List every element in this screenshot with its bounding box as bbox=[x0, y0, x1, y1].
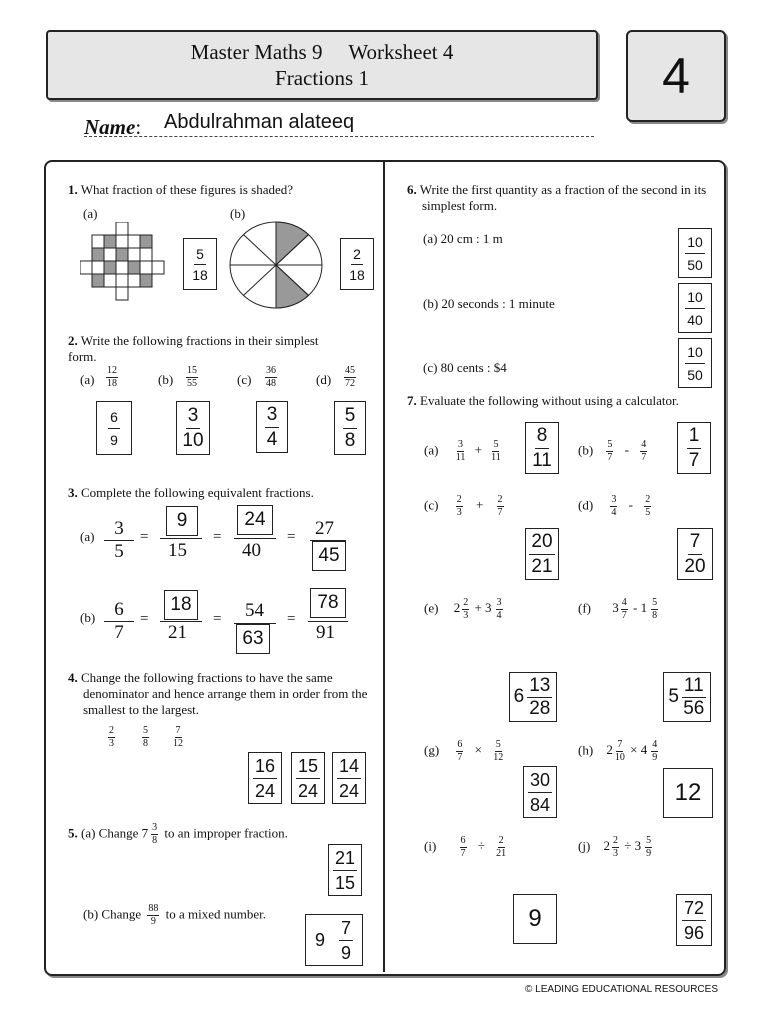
q5a-answer-box[interactable]: 21 15 bbox=[328, 844, 362, 896]
q4-prompt: 4. Change the following fractions to have the same denominator and hence arrange them in order from the smallest to the largest. bbox=[68, 670, 368, 717]
title-line-2: Fractions 1 bbox=[275, 66, 369, 90]
q3a-denominator-2: 15 bbox=[168, 540, 187, 561]
q2b-fraction: $\frac{15}{55}$ bbox=[187, 365, 197, 389]
q3a-equals-1: = bbox=[140, 529, 149, 545]
q7c-answer-box[interactable]: 20 21 bbox=[525, 528, 559, 580]
q7j-answer-box[interactable]: 72 96 bbox=[676, 894, 712, 946]
q7i-expression: (i) $\frac{6}{7}$ ÷ $\frac{2}{21}$ bbox=[424, 835, 507, 859]
q3a-answer-3[interactable]: 45 bbox=[312, 541, 346, 571]
q7i-answer-box[interactable]: 9 bbox=[513, 894, 557, 944]
q7d-expression: (d) $\frac{3}{4}$ - $\frac{2}{5}$ bbox=[578, 494, 651, 518]
q4-answer-box-2[interactable]: 15 24 bbox=[291, 752, 325, 804]
q1a-answer-box[interactable]: 5 18 bbox=[183, 238, 217, 290]
q7g-expression: (g) $\frac{6}{7}$ × $\frac{5}{12}$ bbox=[424, 739, 504, 763]
q1-prompt: 1. What fraction of these figures is shaded? bbox=[68, 182, 294, 197]
q5b-answer-box[interactable]: 9 7 9 bbox=[305, 914, 363, 966]
q3b-denominator-4: 91 bbox=[316, 622, 335, 643]
q3a-numerator-4: 27 bbox=[315, 518, 334, 539]
name-label: Name: bbox=[84, 115, 142, 139]
q7a-expression: (a) $\frac{3}{11}$ + $\frac{5}{11}$ bbox=[424, 439, 501, 463]
q2b-answer-box[interactable]: 3 10 bbox=[176, 401, 210, 455]
q6c-text: (c) 80 cents : $4 bbox=[423, 360, 507, 375]
q4-fraction-2: $\frac{5}{8}$ bbox=[143, 725, 148, 749]
q1a-label: (a) bbox=[83, 206, 98, 221]
q1b-pie-figure bbox=[228, 220, 324, 310]
worksheet-title bbox=[46, 30, 598, 100]
q6a-text: (a) 20 cm : 1 m bbox=[423, 231, 503, 246]
q2-prompt: 2. Write the following fractions in their simplest form. bbox=[68, 333, 319, 364]
column-divider bbox=[383, 162, 385, 972]
q7c-expression: (c) $\frac{2}{3}$ + $\frac{2}{7}$ bbox=[424, 494, 503, 518]
q3b-answer-1[interactable]: 18 bbox=[164, 590, 198, 620]
q7-prompt: 7. Evaluate the following without using a calculator. bbox=[407, 393, 679, 408]
q3a-label: (a) bbox=[80, 529, 95, 544]
q2c-answer-box[interactable]: 3 4 bbox=[256, 401, 288, 453]
q7g-answer-box[interactable]: 30 84 bbox=[523, 766, 557, 818]
q3b-answer-2[interactable]: 63 bbox=[236, 624, 270, 654]
q3a-answer-1[interactable]: 9 bbox=[166, 506, 198, 536]
q2d-answer-box[interactable]: 5 8 bbox=[334, 401, 366, 455]
q3b-label: (b) bbox=[80, 610, 96, 625]
q6a-answer-box[interactable]: 10 50 bbox=[678, 228, 712, 278]
q7a-answer-box[interactable]: 8 11 bbox=[525, 422, 559, 474]
q7d-answer-box[interactable]: 7 20 bbox=[677, 528, 713, 580]
q3b-equals-2: = bbox=[213, 611, 222, 627]
q6b-answer-box[interactable]: 10 40 bbox=[678, 283, 712, 333]
q2c-label: (c) bbox=[237, 372, 252, 387]
q6-prompt: 6. Write the first quantity as a fraction of the second in its simplest form. bbox=[407, 182, 707, 213]
q2a-fraction: $\frac{12}{18}$ bbox=[107, 365, 117, 389]
q7h-expression: (h) 2 $\frac{7}{10}$ × 4 $\frac{4}{9}$ bbox=[578, 739, 658, 763]
q3b-equals-3: = bbox=[287, 611, 296, 627]
q4-answer-box-3[interactable]: 14 24 bbox=[332, 752, 366, 804]
q3a-denominator-3: 40 bbox=[242, 540, 261, 561]
q3a-equals-2: = bbox=[213, 529, 222, 545]
q2a-answer-box[interactable]: 6 9 bbox=[96, 401, 132, 455]
q7f-answer-box[interactable]: 5 11 56 bbox=[663, 672, 711, 722]
q2c-fraction: $\frac{36}{48}$ bbox=[266, 365, 276, 389]
worksheet-number: 4 bbox=[626, 30, 726, 122]
q5b-prompt: (b) Change $\frac{88}{9}$ to a mixed number. bbox=[83, 903, 266, 927]
q3b-denominator-2: 21 bbox=[168, 622, 187, 643]
q1b-label: (b) bbox=[230, 206, 246, 221]
q3b-equals-1: = bbox=[140, 611, 149, 627]
q3a-fraction-1: 3 5 bbox=[104, 518, 134, 563]
q4-fraction-3: $\frac{7}{12}$ bbox=[173, 725, 183, 749]
q2d-label: (d) bbox=[316, 372, 332, 387]
q7j-expression: (j) 2 $\frac{2}{3}$ ÷ 3 $\frac{5}{9}$ bbox=[578, 835, 652, 859]
name-field[interactable]: Abdulrahman alateeq bbox=[164, 111, 355, 133]
q3a-equals-3: = bbox=[287, 529, 296, 545]
q6b-text: (b) 20 seconds : 1 minute bbox=[423, 296, 555, 311]
copyright-footer: © LEADING EDUCATIONAL RESOURCES bbox=[525, 984, 718, 995]
q2d-fraction: $\frac{45}{72}$ bbox=[345, 365, 355, 389]
q1b-answer-box[interactable]: 2 18 bbox=[340, 238, 374, 290]
q2a-label: (a) bbox=[80, 372, 95, 387]
q7b-expression: (b) $\frac{5}{7}$ - $\frac{4}{7}$ bbox=[578, 439, 647, 463]
q1a-grid-figure bbox=[80, 222, 172, 302]
q3b-numerator-3: 54 bbox=[245, 600, 264, 621]
q7e-expression: (e) 2 $\frac{2}{3}$ + 3 $\frac{3}{4}$ bbox=[424, 597, 502, 621]
q4-fraction-1: $\frac{2}{3}$ bbox=[109, 725, 114, 749]
title-line-1: Master Maths 9 Worksheet 4 bbox=[190, 40, 454, 64]
q7h-answer-box[interactable]: 12 bbox=[663, 768, 713, 818]
q3-prompt: 3. Complete the following equivalent fractions. bbox=[68, 485, 314, 500]
name-underline bbox=[84, 136, 594, 137]
q3b-answer-3[interactable]: 78 bbox=[310, 588, 346, 618]
q7b-answer-box[interactable]: 1 7 bbox=[677, 422, 711, 474]
q6c-answer-box[interactable]: 10 50 bbox=[678, 338, 712, 388]
q2b-label: (b) bbox=[158, 372, 174, 387]
q7f-expression: (f) 3 $\frac{4}{7}$ - 1 $\frac{5}{8}$ bbox=[578, 597, 658, 621]
q5a-prompt: 5. (a) Change 7 $\frac{3}{8}$ to an improper fraction. bbox=[68, 822, 288, 846]
q4-answer-box-1[interactable]: 16 24 bbox=[248, 752, 282, 804]
q3b-fraction-1: 6 7 bbox=[104, 599, 134, 644]
q7e-answer-box[interactable]: 6 13 28 bbox=[509, 672, 557, 722]
q3a-answer-2[interactable]: 24 bbox=[237, 505, 273, 535]
